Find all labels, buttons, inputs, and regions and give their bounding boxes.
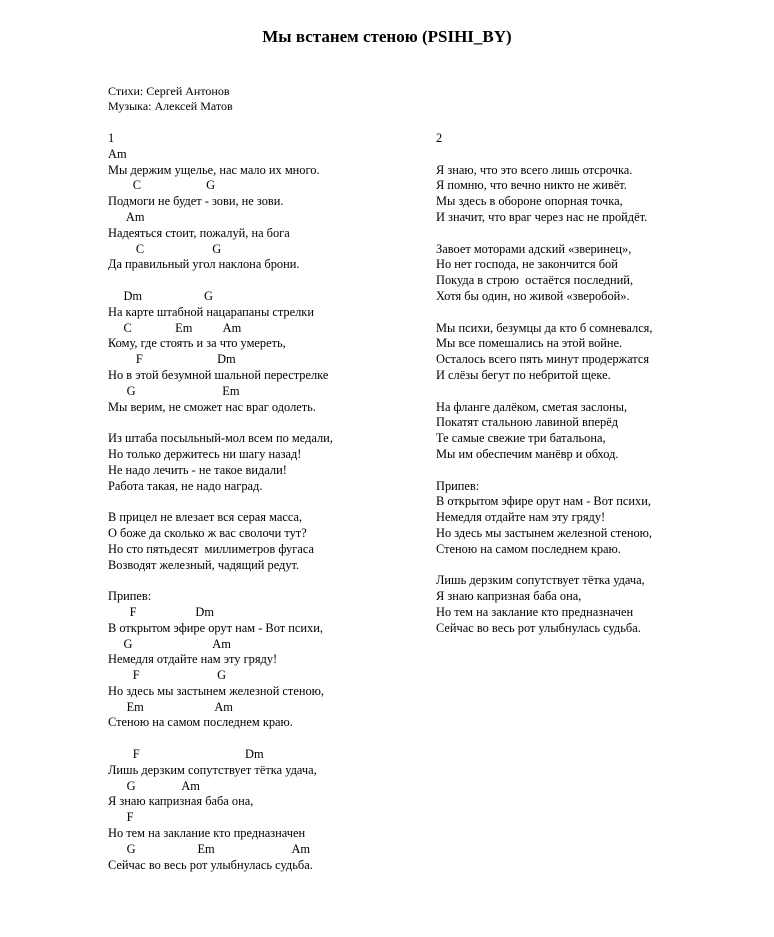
- text-line: Те самые свежие три батальона,: [436, 431, 606, 446]
- text-line: Мы все помешались на этой войне.: [436, 336, 623, 351]
- text-line: [436, 305, 652, 321]
- credits: [108, 84, 233, 114]
- text-line: Em Am: [108, 699, 233, 714]
- text-line: [436, 463, 652, 479]
- text-line: И значит, что враг через нас не пройдёт.: [436, 209, 648, 224]
- text-line: G Em: [108, 383, 240, 398]
- text-line: Но только держитесь ни шагу назад!: [108, 446, 302, 461]
- text-line: О боже да сколько ж вас сволочи тут?: [108, 525, 307, 540]
- text-line: Стеною на самом последнем краю.: [436, 541, 621, 556]
- text-line: C G: [108, 178, 216, 193]
- text-line: В открытом эфире орут нам - Вот психи,: [108, 620, 323, 635]
- text-line: [108, 273, 333, 289]
- text-line: Стеною на самом последнем краю.: [108, 715, 293, 730]
- text-line: Немедля отдайте нам эту гряду!: [436, 510, 606, 525]
- text-line: G Am: [108, 636, 231, 651]
- text-line: Но здесь мы застынем железной стеною,: [108, 683, 325, 698]
- text-line: Покатят стальною лавиной вперёд: [436, 415, 619, 430]
- text-line: Кому, где стоять и за что умереть,: [108, 336, 286, 351]
- text-line: Припев:: [108, 589, 152, 604]
- text-line: G Am: [108, 778, 200, 793]
- text-line: [436, 226, 652, 242]
- text-line: Хотя бы один, но живой «зверобой».: [436, 288, 630, 303]
- text-line: [108, 573, 333, 589]
- text-line: Возводят железный, чадящий редут.: [108, 557, 300, 572]
- text-line: Лишь дерзким сопутствует тётка удача,: [108, 762, 317, 777]
- text-line: Но в этой безумной шальной перестрелке: [108, 367, 329, 382]
- text-line: Покуда в строю остаётся последний,: [436, 273, 634, 288]
- text-line: Надеяться стоит, пожалуй, на бога: [108, 225, 290, 240]
- text-line: И слёзы бегут по небритой щеке.: [436, 367, 611, 382]
- text-line: [108, 494, 333, 510]
- text-line: Мы верим, не сможет нас враг одолеть.: [108, 399, 316, 414]
- text-line: Лишь дерзким сопутствует тётка удача,: [436, 573, 645, 588]
- text-line: C Em Am: [108, 320, 242, 335]
- text-line: На фланге далёком, сметая заслоны,: [436, 399, 628, 414]
- text-line: Подмоги не будет - зови, не зови.: [108, 194, 284, 209]
- text-line: Am: [108, 209, 145, 224]
- text-line: Но сто пятьдесят миллиметров фугаса: [108, 541, 314, 556]
- text-line: F Dm: [108, 747, 264, 762]
- text-line: На карте штабной нацарапаны стрелки: [108, 304, 314, 319]
- text-line: 2: [436, 131, 443, 145]
- text-line: [436, 558, 652, 574]
- text-line: Но здесь мы застынем железной стеною,: [436, 525, 653, 540]
- music-credit: Музыка: Алексей Матов: [108, 99, 233, 113]
- text-line: Но тем на заклание кто предназначен: [436, 604, 634, 619]
- text-line: F Dm: [108, 352, 236, 367]
- text-line: [436, 147, 652, 163]
- text-line: Я знаю капризная баба она,: [108, 794, 254, 809]
- text-line: Припев:: [436, 478, 480, 493]
- text-line: [108, 415, 333, 431]
- text-line: Работа такая, не надо наград.: [108, 478, 263, 493]
- text-line: Мы психи, безумцы да кто б сомневался,: [436, 320, 653, 335]
- verse-column-right: [436, 131, 652, 637]
- text-line: Но тем на заклание кто предназначен: [108, 826, 306, 841]
- text-line: Am: [108, 146, 127, 161]
- text-line: Осталось всего пять минут продержатся: [436, 352, 650, 367]
- text-line: [436, 384, 652, 400]
- text-line: Мы держим ущелье, нас мало их много.: [108, 162, 320, 177]
- text-line: 1: [108, 131, 115, 145]
- text-line: G Em Am: [108, 841, 311, 856]
- text-line: Да правильный угол наклона брони.: [108, 257, 300, 272]
- text-line: F Dm: [108, 604, 215, 619]
- text-line: Я помню, что вечно никто не живёт.: [436, 178, 627, 193]
- text-line: Не надо лечить - не такое видали!: [108, 462, 287, 477]
- text-line: Немедля отдайте нам эту гряду!: [108, 652, 278, 667]
- text-line: Я знаю капризная баба она,: [436, 589, 582, 604]
- text-line: F: [108, 810, 134, 825]
- text-line: Но нет господа, не закончится бой: [436, 257, 618, 272]
- text-line: Сейчас во весь рот улыбнулась судьба.: [436, 620, 641, 635]
- text-line: Я знаю, что это всего лишь отсрочка.: [436, 162, 633, 177]
- text-line: [108, 731, 333, 747]
- text-line: Сейчас во весь рот улыбнулась судьба.: [108, 857, 313, 872]
- text-line: Завоет моторами адский «зверинец»,: [436, 241, 632, 256]
- text-line: В прицел не влезает вся серая масса,: [108, 510, 303, 525]
- text-line: C G: [108, 241, 222, 256]
- text-line: Мы им обеспечим манёвр и обход.: [436, 446, 619, 461]
- text-line: Мы здесь в обороне опорная точка,: [436, 194, 623, 209]
- lyrics-credit: Стихи: Сергей Антонов: [108, 84, 230, 98]
- text-line: F G: [108, 668, 227, 683]
- verse-column-left: [108, 131, 333, 873]
- text-line: Из штаба посыльный-мол всем по медали,: [108, 431, 333, 446]
- text-line: В открытом эфире орут нам - Вот психи,: [436, 494, 651, 509]
- text-line: Dm G: [108, 288, 213, 303]
- song-title: Мы встанем стеною (PSIHI_BY): [262, 27, 512, 46]
